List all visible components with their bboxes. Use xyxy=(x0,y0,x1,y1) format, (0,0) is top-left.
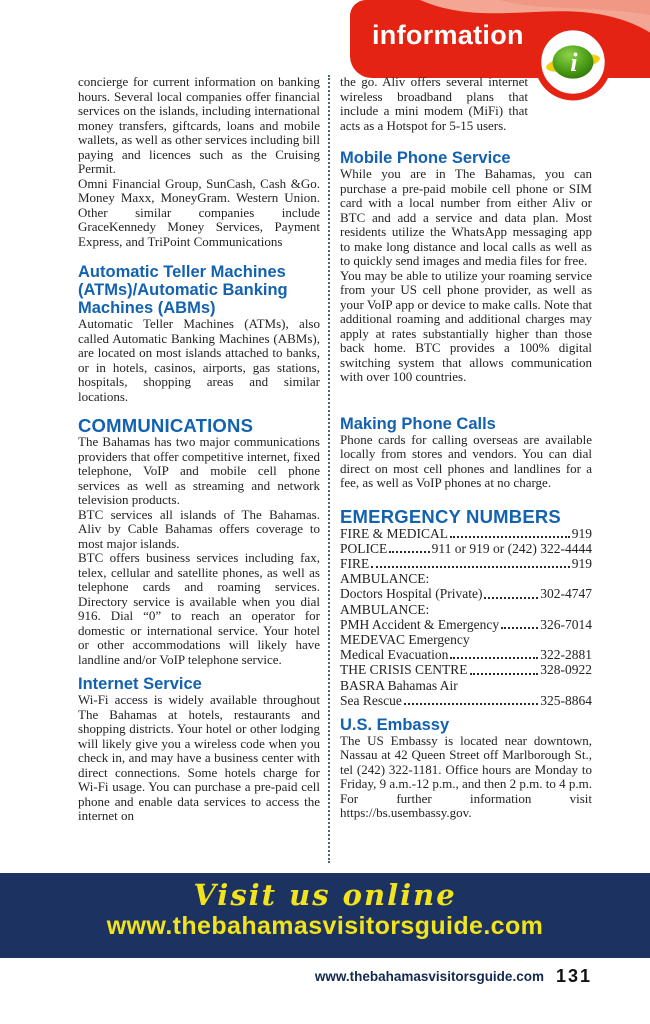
mobile-phone-paragraph: While you are in The Bahamas, you can purchase a pre-paid mobile cell phone or SIM card with a local number from either Aliv or BTC and add a service and data plan. Most residents utilize the WhatsApp messaging app to make long distance and local calls as well as to quickly send images and media files for free. xyxy=(340,166,592,268)
dot-leader xyxy=(450,536,570,538)
us-embassy-heading: U.S. Embassy xyxy=(340,715,450,734)
svg-text:i: i xyxy=(570,47,578,77)
visit-us-online-banner xyxy=(0,873,650,958)
dot-leader xyxy=(404,703,538,705)
mobile-phone-service-heading: Mobile Phone Service xyxy=(340,149,511,167)
internet-service-body: Wi-Fi access is widely available throughout The Bahamas at hotels, restaurants and shopping districts. Your hotel or other lodging will likely give you a wireless code when you check in, and may have a business center with direct connections. Some hotels charge for Wi-Fi usage. You can purchase a pre-paid cell phone and enable data services to access the internet on xyxy=(78,692,320,823)
internet-service-heading: Internet Service xyxy=(78,675,202,693)
footer-site-link[interactable]: www.thebahamasvisitorsguide.com xyxy=(314,969,544,984)
making-phone-calls-body: Phone cards for calling overseas are available locally from stores and vendors. You can dial direct on most cell phones and landlines for a fee, as well as VoIP phones at no charge. xyxy=(340,431,592,490)
communications-paragraph: BTC services all islands of The Bahamas. Aliv by Cable Bahamas offers coverage to most major islands. xyxy=(78,506,320,551)
internet-continued-paragraph: the go. Aliv offers several internet wireless broadband plans that include a mini modem (MiFi) that acts as a Hotspot for 5-15 users. xyxy=(340,75,592,133)
communications-paragraph: The Bahamas has two major communications providers that offer competitive internet, fixed telephone, VoIP and mobile cell phone services as well as streaming and network television products. xyxy=(78,434,320,507)
dot-leader xyxy=(450,657,538,659)
communications-section-heading: COMMUNICATIONS xyxy=(78,415,254,436)
atm-section-heading: Automatic Teller Machines (ATMs)/Automatic Banking Machines (ABMs) xyxy=(78,263,288,317)
dot-leader xyxy=(470,673,539,675)
emergency-row: FIRE 919 xyxy=(340,555,592,571)
emergency-numbers-list xyxy=(340,526,592,708)
article-content xyxy=(78,72,592,824)
emergency-row: AMBULANCE: xyxy=(340,601,430,617)
emergency-row: Doctors Hospital (Private) 302-4747 xyxy=(340,586,592,602)
making-phone-calls-heading: Making Phone Calls xyxy=(340,414,496,433)
right-column xyxy=(330,72,592,824)
money-services-paragraph: Omni Financial Group, SunCash, Cash &Go. Money Maxx, MoneyGram. Western Union. Other similar companies include GraceKennedy Money Services, Payment Express, and TriPoint Communications xyxy=(78,175,320,249)
page-footer xyxy=(0,966,592,987)
dot-leader xyxy=(371,566,569,568)
us-embassy-body: The US Embassy is located near downtown, Nassau at 42 Queen Street off Marlborough St., tel (242) 322-1181. Office hours are Monday to Friday, 9 a.m.-12 p.m., and then 2 p.m. to 4 p.m. For further information visit https://bs.usembassy.gov. xyxy=(340,732,592,821)
emergency-row: THE CRISIS CENTRE 328-0922 xyxy=(340,662,592,678)
info-icon xyxy=(534,23,612,101)
emergency-row: AMBULANCE: xyxy=(340,571,430,587)
emergency-row: POLICE 911 or 919 or (242) 322-4444 xyxy=(340,540,592,556)
atm-section-body: Automatic Teller Machines (ATMs), also called Automatic Banking Machines (ABMs), are located on most islands attached to banks, or in hotels, casinos, airports, gas stations, hospitals, shopping areas and similar locations. xyxy=(78,316,320,404)
emergency-row: FIRE & MEDICAL 919 xyxy=(340,525,592,541)
website-url-link[interactable]: www.thebahamasvisitorsguide.com xyxy=(106,912,544,940)
emergency-row: Medical Evacuation 322-2881 xyxy=(340,647,592,663)
communications-paragraph: BTC offers business services including fax, telex, cellular and satellite phones, as well as telephone cards and roaming services. Directory service is available when you dial 916. Dial “0” to reach an operator for domestic or international service. Your hotel or other accommodations will likely have landline and/or VoIP telephone service. xyxy=(78,550,320,667)
visit-us-online-tagline: Visit us online xyxy=(193,878,457,912)
page-title: information xyxy=(372,20,524,50)
emergency-row: Sea Rescue 325-8864 xyxy=(340,692,592,708)
dot-leader xyxy=(389,551,429,553)
dot-leader xyxy=(484,597,538,599)
emergency-row: MEDEVAC Emergency xyxy=(340,631,470,647)
page-number: 131 xyxy=(555,966,592,986)
left-column xyxy=(78,72,330,824)
emergency-row: BASRA Bahamas Air xyxy=(340,677,458,693)
emergency-numbers-heading: EMERGENCY NUMBERS xyxy=(340,505,561,527)
emergency-row: PMH Accident & Emergency 326-7014 xyxy=(340,616,592,632)
dot-leader xyxy=(501,627,538,629)
banking-intro-paragraph: concierge for current information on banking hours. Several local companies offer financial services on the islands, including international money transfers, giftcards, loans and mobile wallets, as well as other services including bill paying and licences such as the Cruising Permit. xyxy=(78,74,320,176)
mobile-phone-paragraph: You may be able to utilize your roaming service from your US cell phone provider, as well as your VoIP app or device to make calls. Note that additional roaming and additional charges may apply at rates substantially higher than those back home. BTC provides a 100% digital switching system that allows communication with over 100 countries. xyxy=(340,267,592,384)
